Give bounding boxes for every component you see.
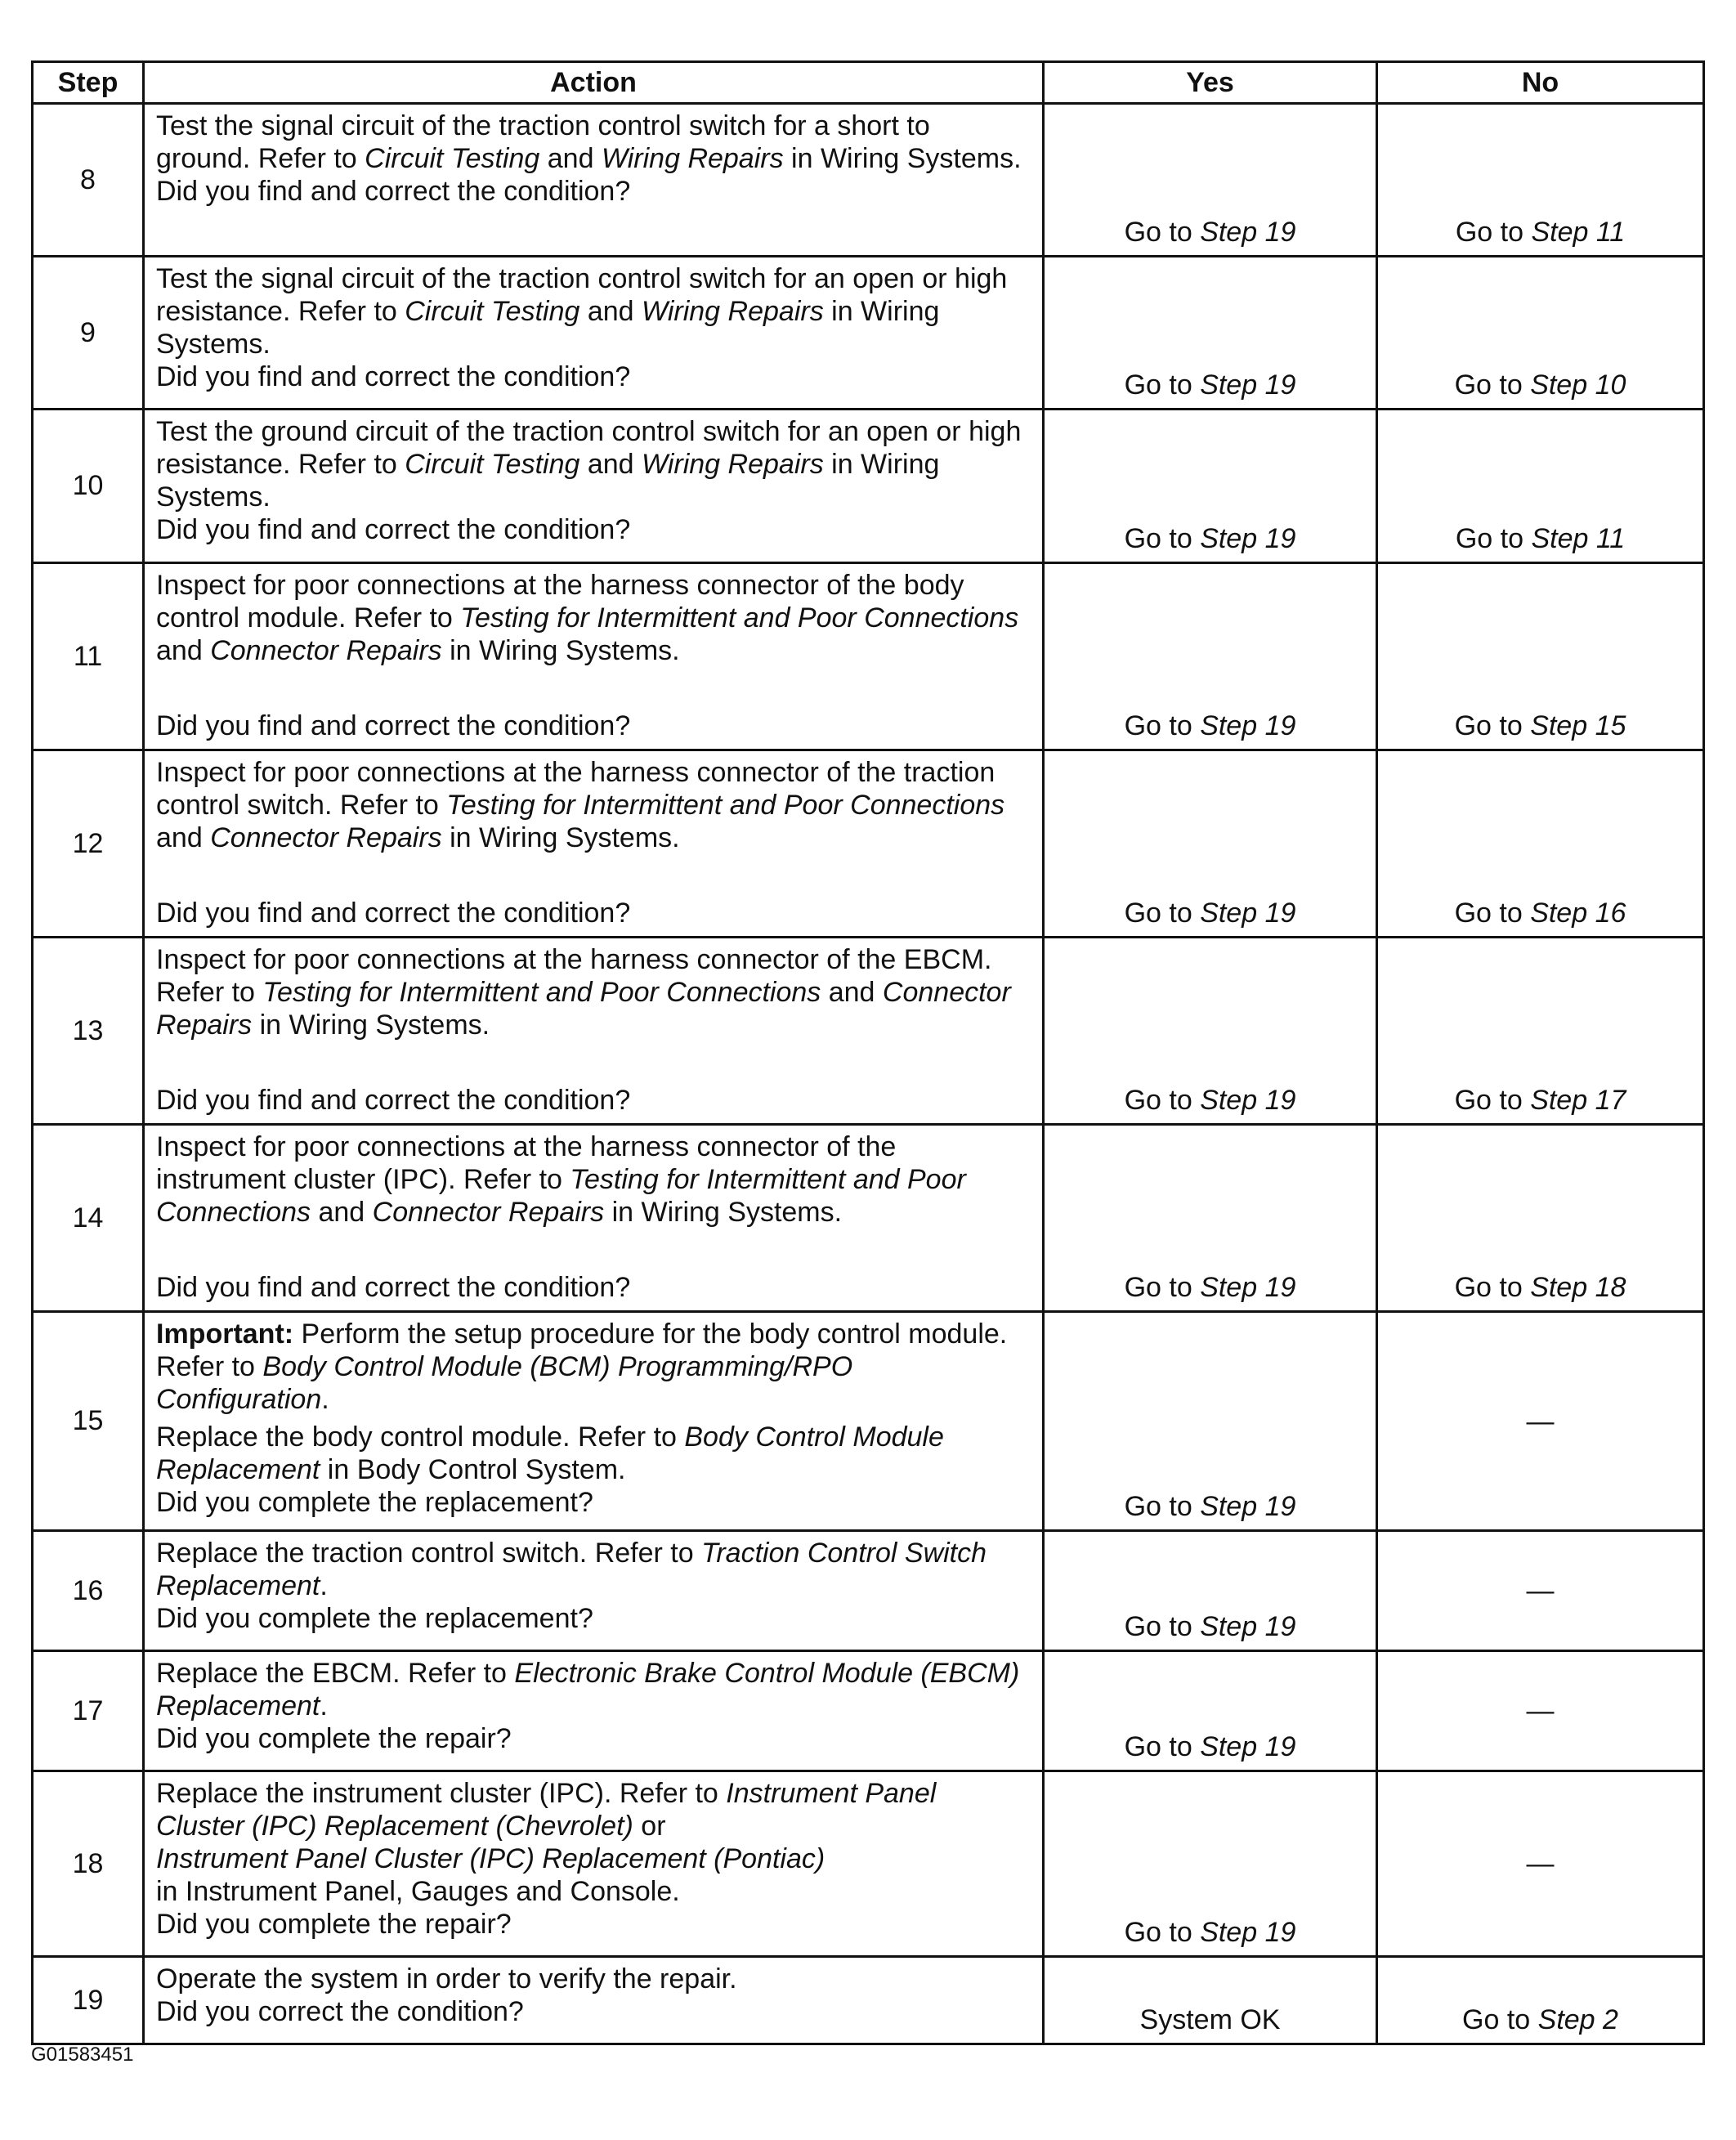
table-header-row — [33, 62, 1704, 104]
action-text: Replace the body control module. Refer to Body Control Module Replacement in Body Control System. — [156, 1421, 944, 1485]
action-question: Did you find and correct the condition? — [156, 176, 631, 207]
no-cell: Go to Step 11 — [1377, 410, 1704, 563]
step-number: 10 — [33, 410, 144, 563]
yes-cell: Go to Step 19 — [1044, 1651, 1377, 1771]
action-cell — [144, 938, 1044, 1125]
step-number: 14 — [33, 1125, 144, 1312]
header-yes: Yes — [1044, 62, 1377, 104]
action-text: Test the signal circuit of the traction control switch for an open or high resistance. Refer to Circuit Testing and Wiring Repairs in Wiring Systems. — [156, 263, 1008, 360]
header-no: No — [1377, 62, 1704, 104]
step-number: 9 — [33, 257, 144, 410]
step-number: 17 — [33, 1651, 144, 1771]
action-question: Did you find and correct the condition? — [156, 361, 631, 392]
action-question: Did you find and correct the condition? — [156, 1272, 631, 1303]
important-note: Important: Perform the setup procedure for the body control module. Refer to Body Control Module (BCM) Programming/RPO Configuration. — [156, 1318, 1008, 1415]
table-row — [33, 1957, 1704, 2044]
table-row — [33, 1125, 1704, 1312]
yes-cell: Go to Step 19 — [1044, 750, 1377, 938]
step-number: 19 — [33, 1957, 144, 2044]
action-question: Did you find and correct the condition? — [156, 898, 631, 929]
yes-cell: Go to Step 19 — [1044, 563, 1377, 750]
action-cell — [144, 750, 1044, 938]
yes-cell: Go to Step 19 — [1044, 938, 1377, 1125]
action-question: Did you complete the repair? — [156, 1909, 512, 1940]
table-row — [33, 563, 1704, 750]
action-text: Test the ground circuit of the traction control switch for an open or high resistance. Refer to Circuit Testing and Wiring Repairs in Wiring Systems. — [156, 416, 1022, 513]
yes-cell: Go to Step 19 — [1044, 1312, 1377, 1531]
action-cell — [144, 1771, 1044, 1957]
yes-cell: Go to Step 19 — [1044, 104, 1377, 257]
action-text: Replace the traction control switch. Refer to Traction Control Switch Replacement. — [156, 1538, 987, 1601]
action-cell — [144, 1651, 1044, 1771]
figure-id: G01583451 — [31, 2044, 134, 2066]
action-cell — [144, 1312, 1044, 1531]
action-question: Did you correct the condition? — [156, 1996, 524, 2027]
action-text: Operate the system in order to verify the repair. — [156, 1963, 737, 1994]
table-row — [33, 1312, 1704, 1531]
table-row — [33, 750, 1704, 938]
action-question: Did you find and correct the condition? — [156, 710, 631, 741]
action-question: Did you find and correct the condition? — [156, 514, 631, 545]
action-cell — [144, 1957, 1044, 2044]
yes-cell: Go to Step 19 — [1044, 410, 1377, 563]
table-row — [33, 1771, 1704, 1957]
step-number: 13 — [33, 938, 144, 1125]
yes-cell: Go to Step 19 — [1044, 1531, 1377, 1651]
no-cell: Go to Step 18 — [1377, 1125, 1704, 1312]
no-cell: Go to Step 17 — [1377, 938, 1704, 1125]
action-text: Inspect for poor connections at the harness connector of the instrument cluster (IPC). Refer to Testing for Intermittent and Poor Connections and Connector Repairs in Wiring Systems. — [156, 1131, 966, 1228]
action-cell — [144, 1125, 1044, 1312]
action-cell — [144, 563, 1044, 750]
yes-cell: Go to Step 19 — [1044, 257, 1377, 410]
no-cell: Go to Step 2 — [1377, 1957, 1704, 2044]
no-cell: — — [1377, 1771, 1704, 1957]
action-text: Inspect for poor connections at the harness connector of the EBCM. Refer to Testing for Intermittent and Poor Connections and Connector Repairs in Wiring Systems. — [156, 944, 1011, 1041]
table-row — [33, 257, 1704, 410]
action-text: Test the signal circuit of the traction control switch for a short to ground. Refer to Circuit Testing and Wiring Repairs in Wiring Systems. — [156, 110, 1022, 174]
important-label: Important: — [156, 1318, 294, 1350]
no-cell: Go to Step 16 — [1377, 750, 1704, 938]
step-number: 8 — [33, 104, 144, 257]
ref-circuit-testing: Circuit Testing — [365, 143, 540, 174]
table-row — [33, 410, 1704, 563]
action-text: Replace the EBCM. Refer to Electronic Brake Control Module (EBCM) Replacement. — [156, 1658, 1020, 1721]
step-number: 11 — [33, 563, 144, 750]
action-text: Replace the instrument cluster (IPC). Refer to Instrument Panel Cluster (IPC) Replacement (Chevrolet) or Instrument Panel Cluster (IPC) Replacement (Pontiac) in Instrument Panel, Gauges and Console. — [156, 1778, 937, 1907]
table-row — [33, 1651, 1704, 1771]
step-number: 18 — [33, 1771, 144, 1957]
header-step: Step — [33, 62, 144, 104]
action-text: Inspect for poor connections at the harness connector of the body control module. Refer to Testing for Intermittent and Poor Connections and Connector Repairs in Wiring Systems. — [156, 570, 1019, 666]
no-cell: Go to Step 10 — [1377, 257, 1704, 410]
no-cell: Go to Step 15 — [1377, 563, 1704, 750]
action-cell — [144, 104, 1044, 257]
action-cell — [144, 1531, 1044, 1651]
header-action: Action — [144, 62, 1044, 104]
yes-cell: Go to Step 19 — [1044, 1125, 1377, 1312]
action-question: Did you complete the replacement? — [156, 1487, 593, 1518]
action-question: Did you complete the repair? — [156, 1723, 512, 1754]
table-row — [33, 938, 1704, 1125]
diagnostic-step-table — [31, 60, 1705, 2045]
no-cell: — — [1377, 1651, 1704, 1771]
yes-cell: System OK — [1044, 1957, 1377, 2044]
ref-wiring-repairs: Wiring Repairs — [601, 143, 784, 174]
no-cell: — — [1377, 1531, 1704, 1651]
step-number: 12 — [33, 750, 144, 938]
no-cell: — — [1377, 1312, 1704, 1531]
action-cell — [144, 410, 1044, 563]
table-row — [33, 1531, 1704, 1651]
action-text: Inspect for poor connections at the harness connector of the traction control switch. Refer to Testing for Intermittent and Poor Connections and Connector Repairs in Wiring Systems. — [156, 757, 1005, 853]
no-cell: Go to Step 11 — [1377, 104, 1704, 257]
action-question: Did you complete the replacement? — [156, 1603, 593, 1634]
step-number: 16 — [33, 1531, 144, 1651]
table-row — [33, 104, 1704, 257]
yes-cell: Go to Step 19 — [1044, 1771, 1377, 1957]
action-cell — [144, 257, 1044, 410]
action-question: Did you find and correct the condition? — [156, 1085, 631, 1116]
step-number: 15 — [33, 1312, 144, 1531]
